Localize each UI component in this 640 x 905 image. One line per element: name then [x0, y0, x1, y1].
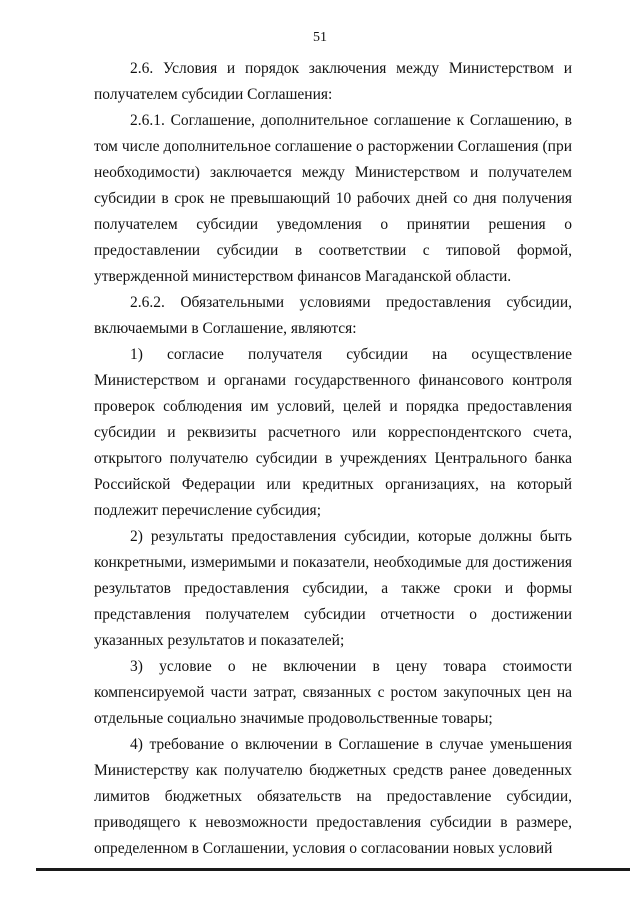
document-body — [94, 56, 572, 862]
list-item-2: 2) результаты предоставления субсидии, которые должны быть конкретными, измеримыми и показатели, необходимые для достижения результатов предоставления субсидии, а также сроки и формы представления получателем субсидии отчетности о достижении указанных результатов и показателей; — [94, 528, 572, 649]
list-item-1: 1) согласие получателя субсидии на осуществление Министерством и органами государственного финансового контроля проверок соблюдения им условий, целей и порядка предоставления субсидии и реквизиты расчетного или корреспондентского счета, открытого получателю субсидии в учреждениях Центрального банка Российской Федерации или кредитных организациях, на который подлежит перечисление субсидия; — [94, 346, 572, 519]
list-item-3: 3) условие о не включении в цену товара стоимости компенсируемой части затрат, связанных с ростом закупочных цен на отдельные социально значимые продовольственные товары; — [94, 658, 572, 727]
paragraph-2-6-2: 2.6.2. Обязательными условиями предоставления субсидии, включаемыми в Соглашение, являются: — [94, 294, 572, 337]
bottom-divider — [36, 868, 630, 871]
paragraph-2-6: 2.6. Условия и порядок заключения между Министерством и получателем субсидии Соглашения: — [94, 60, 572, 103]
paragraph-2-6-1: 2.6.1. Соглашение, дополнительное соглашение к Соглашению, в том числе дополнительное соглашение о расторжении Соглашения (при необходимости) заключается между Министерством и получателем субсидии в срок не превышающий 10 рабочих дней со дня получения получателем субсидии уведомления о принятии решения о предоставлении субсидии в соответствии с типовой формой, утвержденной министерством финансов Магаданской области. — [94, 112, 572, 285]
list-item-4: 4) требование о включении в Соглашение в случае уменьшения Министерству как получателю бюджетных средств ранее доведенных лимитов бюджетных обязательств на предоставление субсидии, приводящего к невозможности предоставления субсидии в размере, определенном в Соглашении, условия о согласовании новых условий — [94, 736, 572, 857]
page-number: 51 — [313, 30, 327, 45]
